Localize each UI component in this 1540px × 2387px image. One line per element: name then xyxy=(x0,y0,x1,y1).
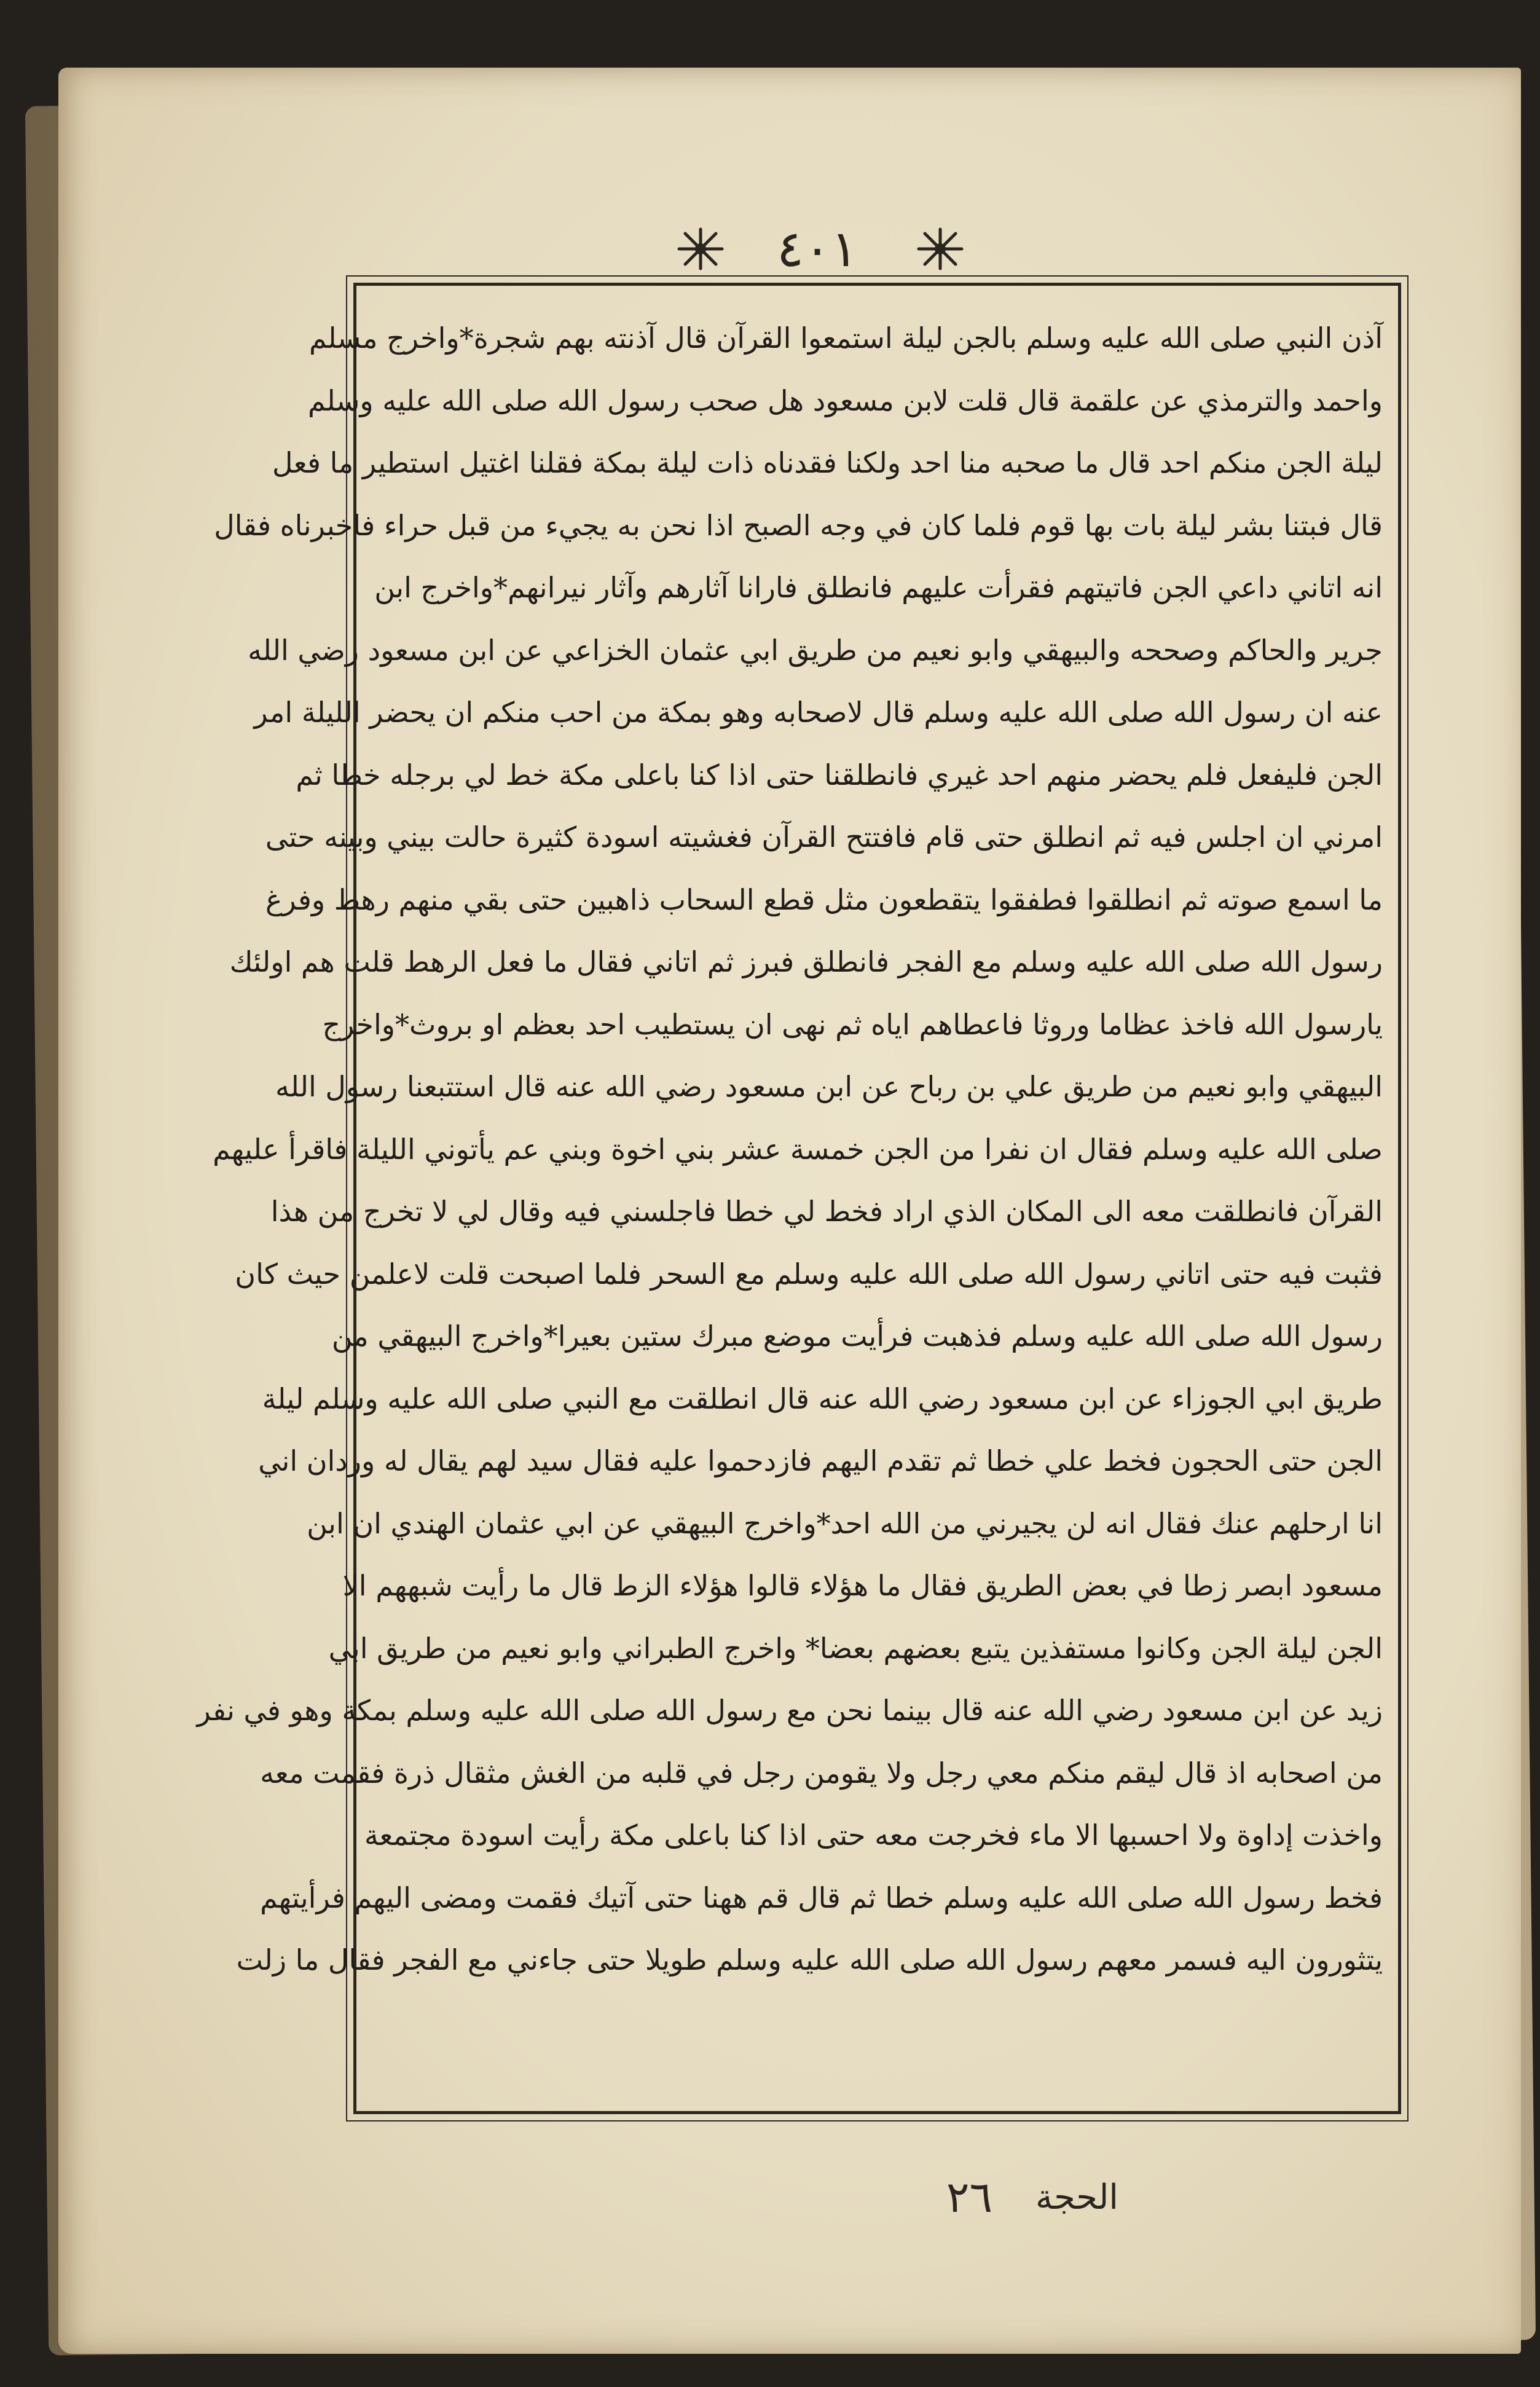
text-line: الجن حتى الحجون فخط علي خطا ثم تقدم اليهم فازدحموا عليه فقال سيد لهم يقال له وردان اني xyxy=(258,1444,1383,1477)
text-line: القرآن فانطلقت معه الى المكان الذي اراد فخط لي خطا فاجلسني فيه وقال لي لا تخرج من هذا xyxy=(270,1195,1383,1228)
text-line: امرني ان اجلس فيه ثم انطلق حتى قام فافتتح القرآن فغشيته اسودة كثيرة حالت بيني وبينه حتى xyxy=(265,820,1383,854)
text-line: آذن النبي صلى الله عليه وسلم بالجن ليلة استمعوا القرآن قال آذنته بهم شجرة*واخرج مسلم xyxy=(308,321,1383,355)
text-line: من اصحابه اذ قال ليقم منكم معي رجل ولا يقومن رجل في قلبه من الغش مثقال ذرة فقمت معه xyxy=(260,1756,1383,1790)
text-line: الجن فليفعل فلم يحضر منهم احد غيري فانطلقنا حتى اذا كنا باعلى مكة خط لي برجله خطا ثم xyxy=(296,758,1383,792)
text-line: يارسول الله فاخذ عظاما وروثا فاعطاهم اياه ثم نهى ان يستطيب احد بعظم او بروث*واخرج xyxy=(322,1007,1383,1041)
star-ornament-icon xyxy=(673,224,728,273)
text-line: زيد عن ابن مسعود رضي الله عنه قال بينما نحن مع رسول الله صلى الله عليه وسلم بمكة وهو في نفر xyxy=(197,1694,1383,1727)
text-line: الجن ليلة الجن وكانوا مستفذين يتبع بعضهم بعضا* واخرج الطبراني وابو نعيم من طريق ابي xyxy=(328,1631,1383,1665)
text-line: البيهقي وابو نعيم من طريق علي بن رباح عن ابن مسعود رضي الله عنه قال استتبعنا رسول الله xyxy=(275,1070,1383,1103)
text-line: يتثورون اليه فسمر معهم رسول الله صلى الله عليه وسلم طويلا حتى جاءني مع الفجر فقال ما زلت xyxy=(236,1943,1383,1976)
text-line: واخذت إداوة ولا احسبها الا ماء فخرجت معه حتى اذا كنا باعلى مكة رأيت اسودة مجتمعة xyxy=(364,1819,1383,1852)
signature-number: ٢٦ xyxy=(946,2172,993,2222)
text-line: طريق ابي الجوزاء عن ابن مسعود رضي الله عنه قال انطلقت مع النبي صلى الله عليه وسلم ليلة xyxy=(262,1382,1383,1415)
text-line: جرير والحاكم وصححه والبيهقي وابو نعيم من طريق ابي عثمان الخزاعي عن ابن مسعود رضي الله xyxy=(248,633,1383,667)
page-number: ٤٠١ xyxy=(776,219,858,278)
text-line: ما اسمع صوته ثم انطلقوا فطفقوا يتقطعون مثل قطع السحاب ذاهبين حتى بقي منهم رهط وفرغ xyxy=(265,883,1383,916)
footer-short-title: الحجة xyxy=(1035,2177,1118,2217)
text-line: رسول الله صلى الله عليه وسلم مع الفجر فانطلق فبرز ثم اتاني فقال ما فعل الرهط قلت هم اولئك xyxy=(229,945,1383,978)
page-footer xyxy=(799,2169,1118,2225)
text-line: قال فبتنا بشر ليلة بات بها قوم فلما كان في وجه الصبح اذا نحن به يجيء من قبل حراء فاخبرناه فقال xyxy=(214,508,1383,542)
text-line: فثبت فيه حتى اتاني رسول الله صلى الله عليه وسلم مع السحر فلما اصبحت قلت لاعلمن حيث كان xyxy=(235,1257,1383,1291)
text-line: واحمد والترمذي عن علقمة قال قلت لابن مسعود هل صحب رسول الله صلى الله عليه وسلم xyxy=(308,383,1383,417)
star-ornament-icon xyxy=(913,224,968,273)
text-line: عنه ان رسول الله صلى الله عليه وسلم قال لاصحابه وهو بمكة من احب منكم ان يحضر الليلة امر xyxy=(254,696,1383,729)
text-line: ليلة الجن منكم احد قال ما صحبه منا احد ولكنا فقدناه ذات ليلة بمكة فقلنا اغتيل استطير ما فعل xyxy=(272,446,1383,479)
text-line: انا ارحلهم عنك فقال انه لن يجيرني من الله احد*واخرج البيهقي عن ابي عثمان الهندي ان ابن xyxy=(307,1506,1383,1540)
text-line: رسول الله صلى الله عليه وسلم فذهبت فرأيت موضع مبرك ستين بعيرا*واخرج البيهقي من xyxy=(331,1319,1383,1353)
body-text xyxy=(197,307,1383,2096)
text-line: انه اتاني داعي الجن فاتيتهم فقرأت عليهم فانطلق فارانا آثارهم وآثار نيرانهم*واخرج ابن xyxy=(374,571,1383,604)
text-line: فخط رسول الله صلى الله عليه وسلم خطا ثم قال قم ههنا حتى آتيك فقمت ومضى اليهم فرأيتهم xyxy=(260,1881,1383,1914)
text-line: صلى الله عليه وسلم فقال ان نفرا من الجن خمسة عشر بني اخوة وبني عم يأتوني الليلة فاقرأ عليهم xyxy=(213,1132,1383,1166)
text-line: مسعود ابصر زطا في بعض الطريق فقال ما هؤلاء قالوا هؤلاء الزط قال ما رأيت شبههم الا xyxy=(342,1569,1383,1602)
